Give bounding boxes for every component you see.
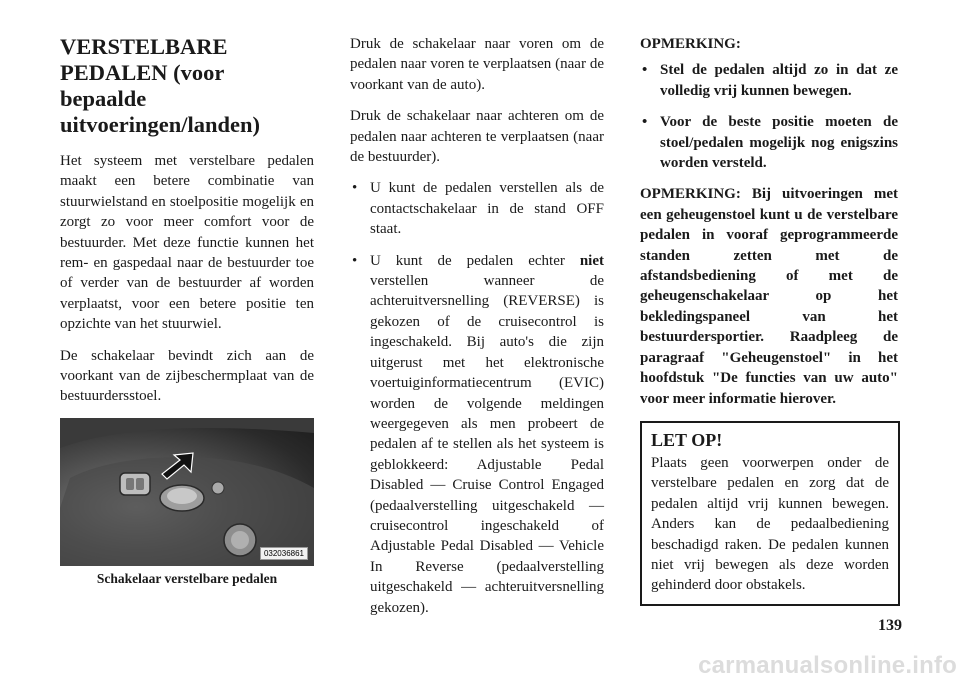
- column-left: [60, 34, 314, 588]
- memory-seat-note: OPMERKING: Bij uitvoeringen met een geheugenstoel kunt u de verstelbare pedalen in vooraf geprogrammeerde standen zetten met de afstandsbediening of met de geheugenschakelaar op het bekledingspaneel van het bestuurdersportier. Raadpleeg de paragraaf "Geheugenstoel" in het hoofdstuk "De functies van uw auto" voor meer informatie hierover.: [640, 186, 898, 407]
- warning-box: [640, 421, 900, 606]
- bullet-ignition-off: • U kunt de pedalen verstellen als de contactschakelaar in de stand OFF staat.: [350, 178, 604, 239]
- column-right: [640, 34, 898, 606]
- column-middle: [350, 34, 604, 629]
- image-reference-code: 032036861: [260, 547, 308, 560]
- forward-instruction: Druk de schakelaar naar voren om de pedalen naar voren te verplaatsen (naar de voorkant van de auto).: [350, 36, 604, 93]
- image-caption: Schakelaar verstelbare pedalen: [96, 570, 278, 586]
- warning-body: Plaats geen voorwerpen onder de verstelbare pedalen en zorg dat de pedalen altijd vrij kunnen bewegen. Anders kan de pedaalbediening beschadigd raken. De pedalen kunnen niet vrij bewegen als deze worden gehinderd door obstakels.: [651, 454, 889, 594]
- switch-location-paragraph: De schakelaar bevindt zich aan de voorkant van de zijbeschermplaat van de bestuurdersstoel.: [60, 347, 314, 405]
- note-bullet-free-movement: • Stel de pedalen altijd zo in dat ze volledig vrij kunnen bewegen.: [640, 60, 898, 101]
- bullet-text-pre: U kunt de pedalen echter: [370, 252, 580, 269]
- seat-switch-illustration: [60, 418, 314, 566]
- pedal-switch-photo: [60, 418, 314, 566]
- usage-bullets: [350, 178, 604, 618]
- page-number: 139: [878, 617, 902, 634]
- intro-paragraph: Het systeem met verstelbare pedalen maakt een betere combinatie van stuurwielstand en stoelpositie mogelijk en zorgt zo voor meer comfort voor de bestuurder. Met deze functie kunnen het rem- en gaspedaal naar de bestuurder toe of verder van de bestuurder af worden verplaatst, voor een betere positie ten opzichte van het stuurwiel.: [60, 153, 314, 333]
- backward-instruction: Druk de schakelaar naar achteren om de pedalen naar achteren te verplaatsen (naar de bestuurder).: [350, 108, 604, 166]
- section-heading: VERSTELBARE PEDALEN (voor bepaalde uitvoeringen/landen): [60, 34, 261, 137]
- watermark: carmanualsonline.info: [698, 652, 957, 679]
- warning-title: LET OP!: [651, 429, 723, 450]
- bullet-text-post: verstellen wanneer de achteruitversnelling (REVERSE) is gekozen of de cruisecontrol is ingeschakeld. Bij auto's die zijn uitgerust met het elektronische voertuiginformatiecentrum (EVIC) worden de volgende meldingen weergegeven als men probeert de pedalen af te stellen als het systeem is geblokkeerd: Adjustable Pedal Disabled — Cruise Control Engaged (pedaalverstelling uitgeschakeld — cruisecontrol ingeschakeld of Adjustable Pedal Disabled — Vehicle In Reverse (pedaalverstelling uitgeschakeld — achteruitversnelling gekozen).: [370, 273, 604, 616]
- note-bullets: [640, 60, 898, 173]
- note-bullet-best-position: • Voor de beste positie moeten de stoel/pedalen mogelijk nog enigszins worden versteld.: [640, 112, 898, 173]
- note-label: OPMERKING:: [640, 36, 741, 52]
- bullet-emphasis-niet: niet: [579, 252, 604, 269]
- bullet-locked-conditions: [350, 251, 604, 618]
